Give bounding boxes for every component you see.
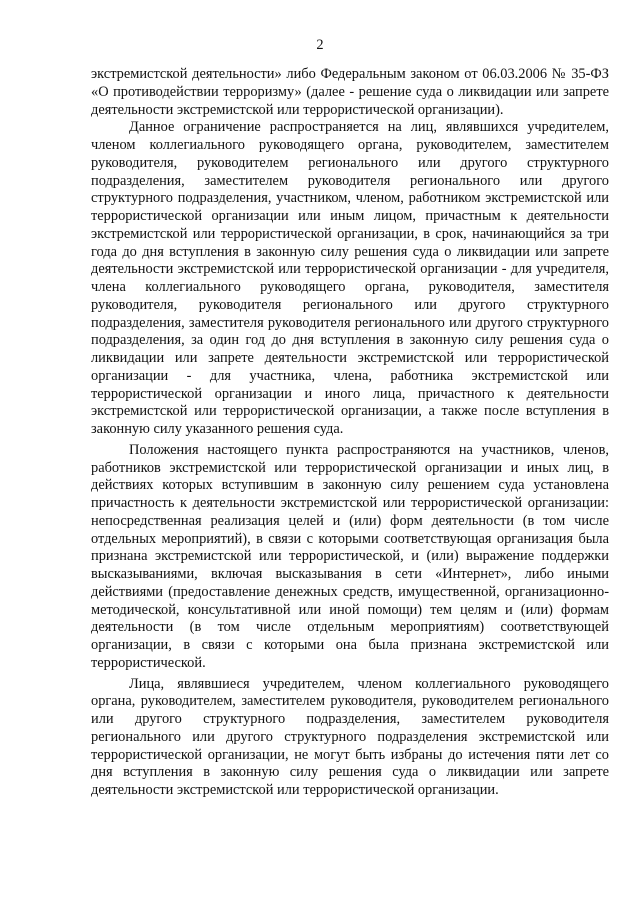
paragraph-continuation: экстремистской деятельности» либо Федеральным законом от 06.03.2006 № 35-ФЗ «О противодействии терроризму» (далее - решение суда о ликвидации или запрете деятельности экстремистской или террористической организации). [91, 66, 609, 118]
page-number: 2 [316, 37, 324, 53]
paragraph-provisions-application: Положения настоящего пункта распространяются на участников, членов, работников экстремистской или террористической организации и иных лиц, в действиях которых вступившим в законную силу решением суда установлена причастность к деятельности экстремистской или террористической организации: непосредственная реализация целей и (или) форм деятельности (в том числе отдельных мероприятий), в связи с которыми соответствующая организация была признана экстремистской или террористической, и (или) выражение поддержки высказываниями, включая высказывания в сети «Интернет», либо иными действиями (предоставление денежных средств, имущественной, организационно-методической, консультативной или иной помощи) тем целям и (или) формам деятельности (в том числе отдельным мероприятиям) соответствующей организации, в связи с которыми она была признана экстремистской или террористической. [91, 441, 609, 671]
paragraph-election-restriction: Лица, являвшиеся учредителем, членом коллегиального руководящего органа, руководителем, заместителем руководителя, руководителем регионального или другого структурного подразделения, заместителем руководителя регионального или другого структурного подразделения экстремистской или террористической организации, не могут быть избраны до истечения пяти лет со дня вступления в законную силу решения суда о ликвидации или запрете деятельности экстремистской или террористической организации. [91, 675, 609, 798]
paragraph-restriction-scope: Данное ограничение распространяется на лиц, являвшихся учредителем, членом коллегиального руководящего органа, руководителем, заместителем руководителя, руководителем регионального или другого структурного подразделения, заместителем руководителя регионального или другого структурного подразделения, участником, членом, работником экстремистской или террористической организации или иным лицом, причастным к деятельности экстремистской или террористической организации, в срок, начинающийся за три года до дня вступления в законную силу решения суда о ликвидации или запрете деятельности экстремистской или террористической организации - для учредителя, члена коллегиального руководящего органа, руководителя, заместителя руководителя, руководителя регионального или другого структурного подразделения, заместителя руководителя регионального или другого структурного подразделения, за один год до дня вступления в законную силу решения суда о ликвидации или запрете деятельности экстремистской или террористической организации - для участника, члена, работника экстремистской или террористической организации и иного лица, причастного к деятельности экстремистской или террористической организации, а также после вступления в законную силу указанного решения суда. [91, 119, 609, 437]
document-body [91, 66, 609, 800]
